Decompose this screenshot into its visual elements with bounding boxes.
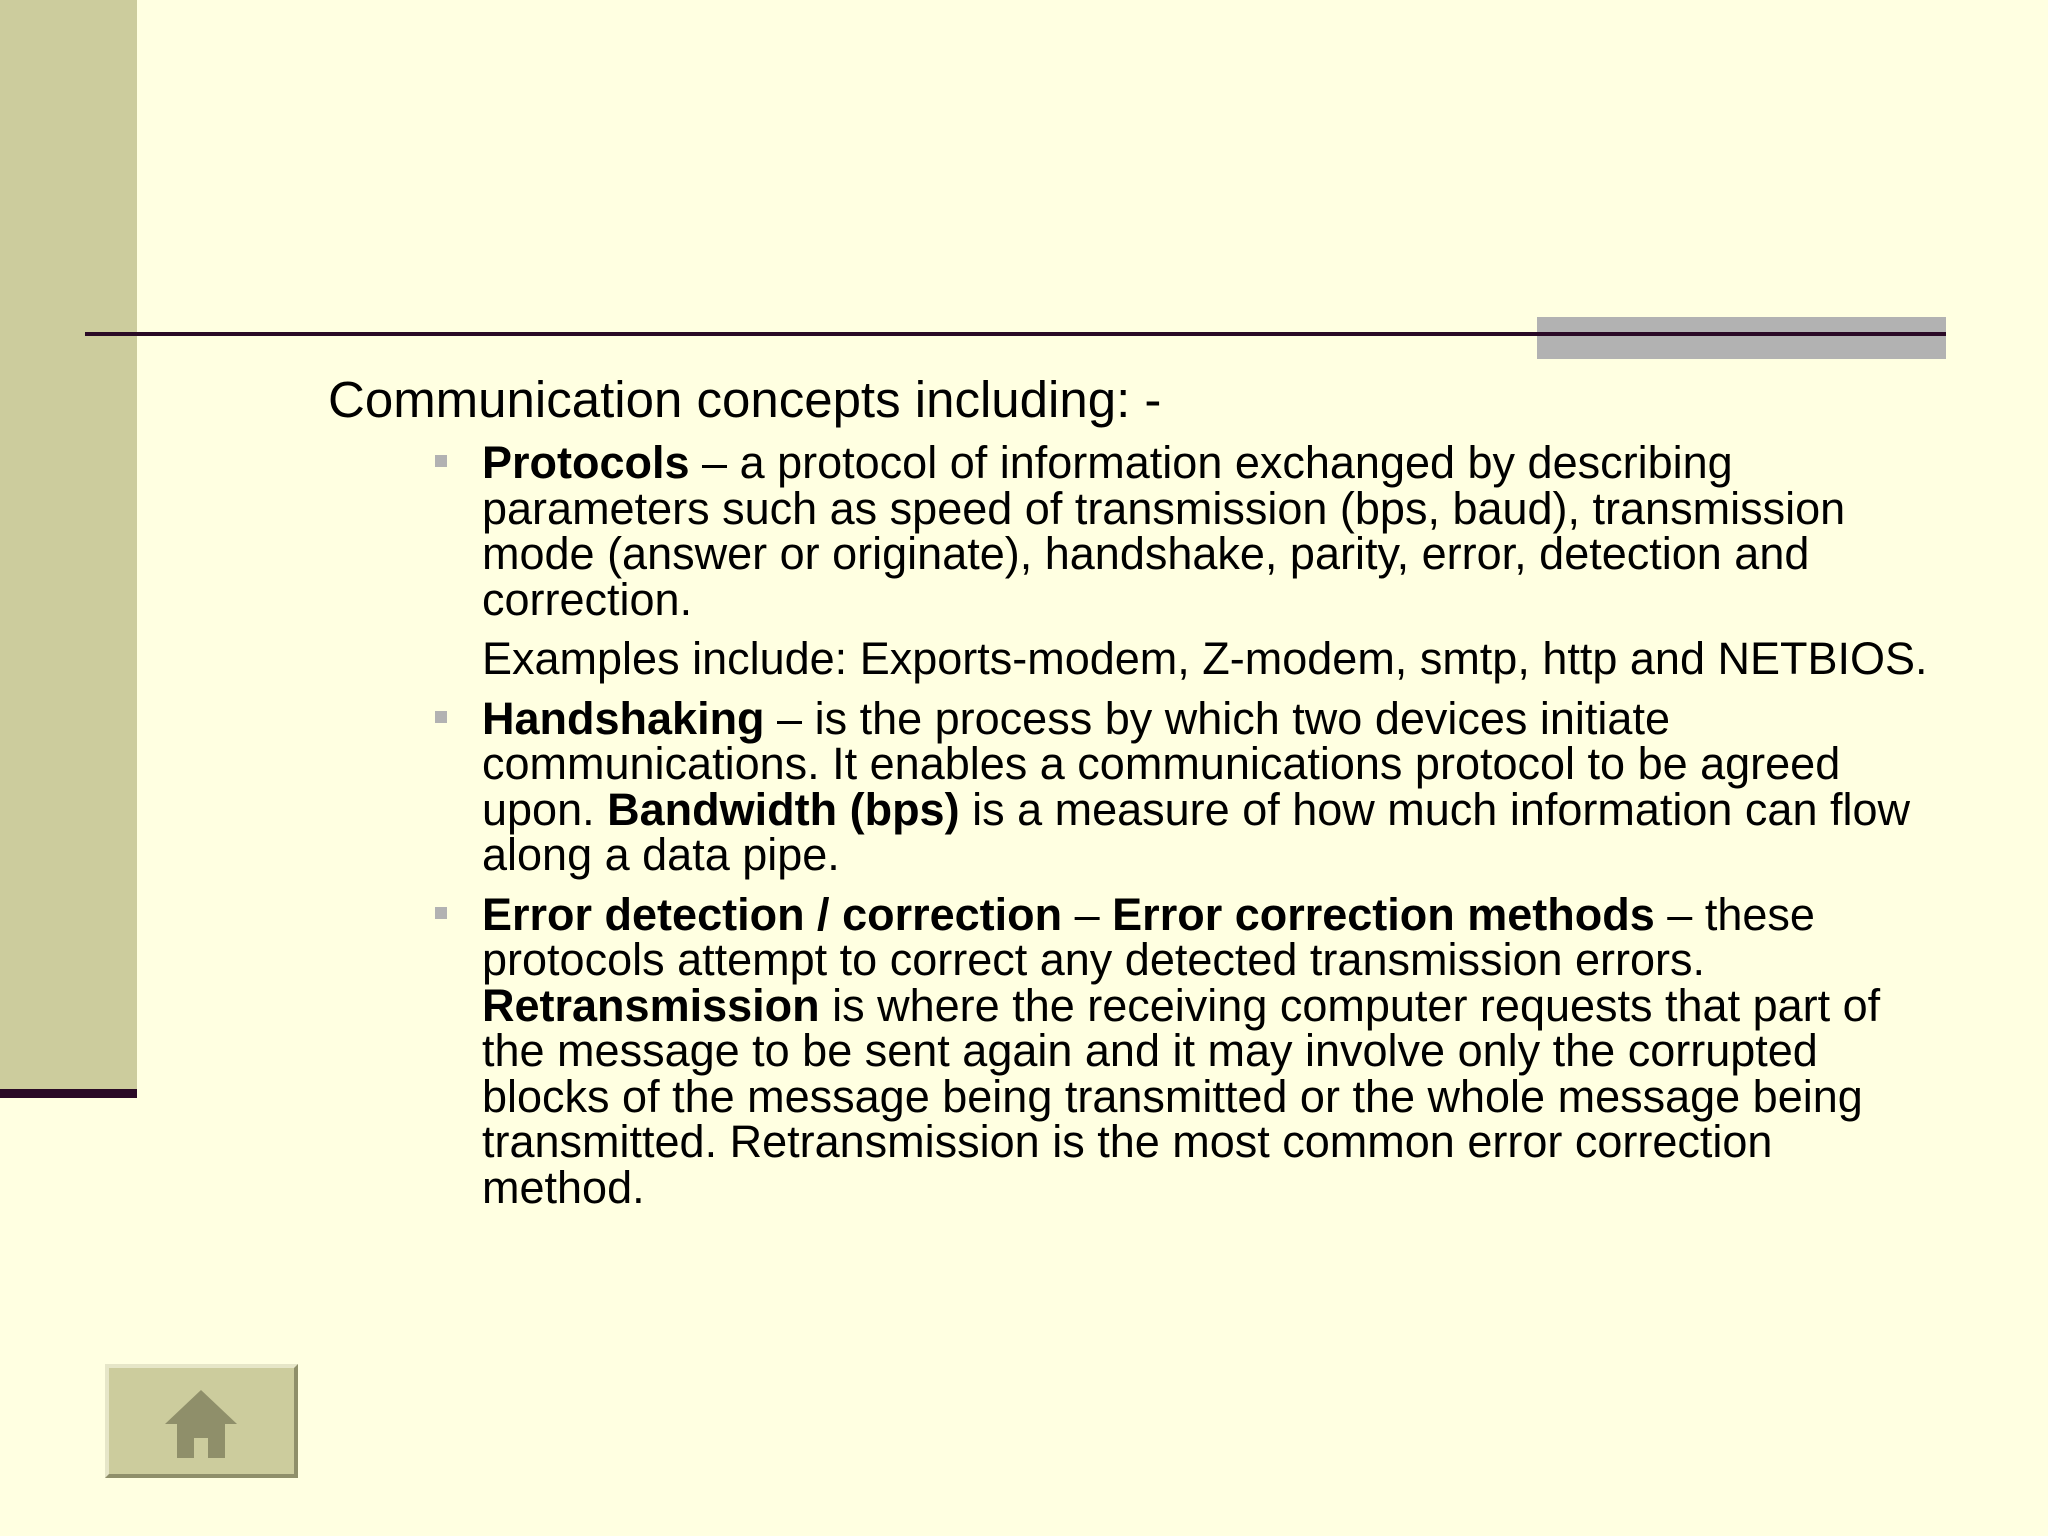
term-error-correction-methods: Error correction methods (1112, 888, 1655, 940)
term-retransmission: Retransmission (482, 979, 820, 1031)
bullet-text (482, 692, 1928, 880)
sidebar-underline (0, 1089, 137, 1098)
term-bandwidth: Bandwidth (bps) (607, 783, 960, 835)
accent-block-line (1537, 332, 1946, 336)
term-error-detection: Error detection / correction (482, 888, 1063, 940)
slide-heading: Communication concepts including: - (328, 371, 1162, 428)
home-button[interactable] (105, 1364, 298, 1478)
bullet-square-icon (435, 907, 447, 919)
bullet-protocols (482, 437, 1928, 684)
term-handshaking: Handshaking (482, 692, 765, 744)
bullet-body: – a protocol of information exchanged by describing parameters such as speed of transmission (bps, baud), transmission mode (answer or originate), handshake, parity, error, detection and correction. (482, 437, 1846, 625)
bullet-text (482, 888, 1928, 1213)
bullet-handshaking (482, 692, 1928, 880)
bullet-list (328, 437, 1928, 1213)
bullet-body: is a measure of how much information can flow along a data pipe. (482, 783, 1911, 880)
slide-content (328, 370, 1928, 1224)
sidebar-decoration (0, 0, 137, 1090)
bullet-square-icon (435, 455, 447, 467)
bullet-body: – (1062, 888, 1113, 940)
accent-block (1537, 317, 1946, 359)
bullet-square-icon (435, 711, 447, 723)
home-icon (163, 1386, 239, 1462)
bullet-body: – these protocols attempt to correct any detected transmission errors. (482, 888, 1815, 985)
term-protocols: Protocols (482, 437, 690, 488)
bullet-error-detection (482, 888, 1928, 1213)
bullet-body: is where the receiving computer requests that part of the message to be sent again and it may involve only the corrupted blocks of the message being transmitted or the whole message being transmitted. Retransmission is the most common error correction method. (482, 979, 1881, 1213)
bullet-body: – is the process by which two devices initiate communications. It enables a communications protocol to be agreed upon. (482, 692, 1841, 835)
bullet-text (482, 437, 1928, 625)
bullet-examples: Examples include: Exports-modem, Z-modem, smtp, http and NETBIOS. (482, 633, 1928, 684)
